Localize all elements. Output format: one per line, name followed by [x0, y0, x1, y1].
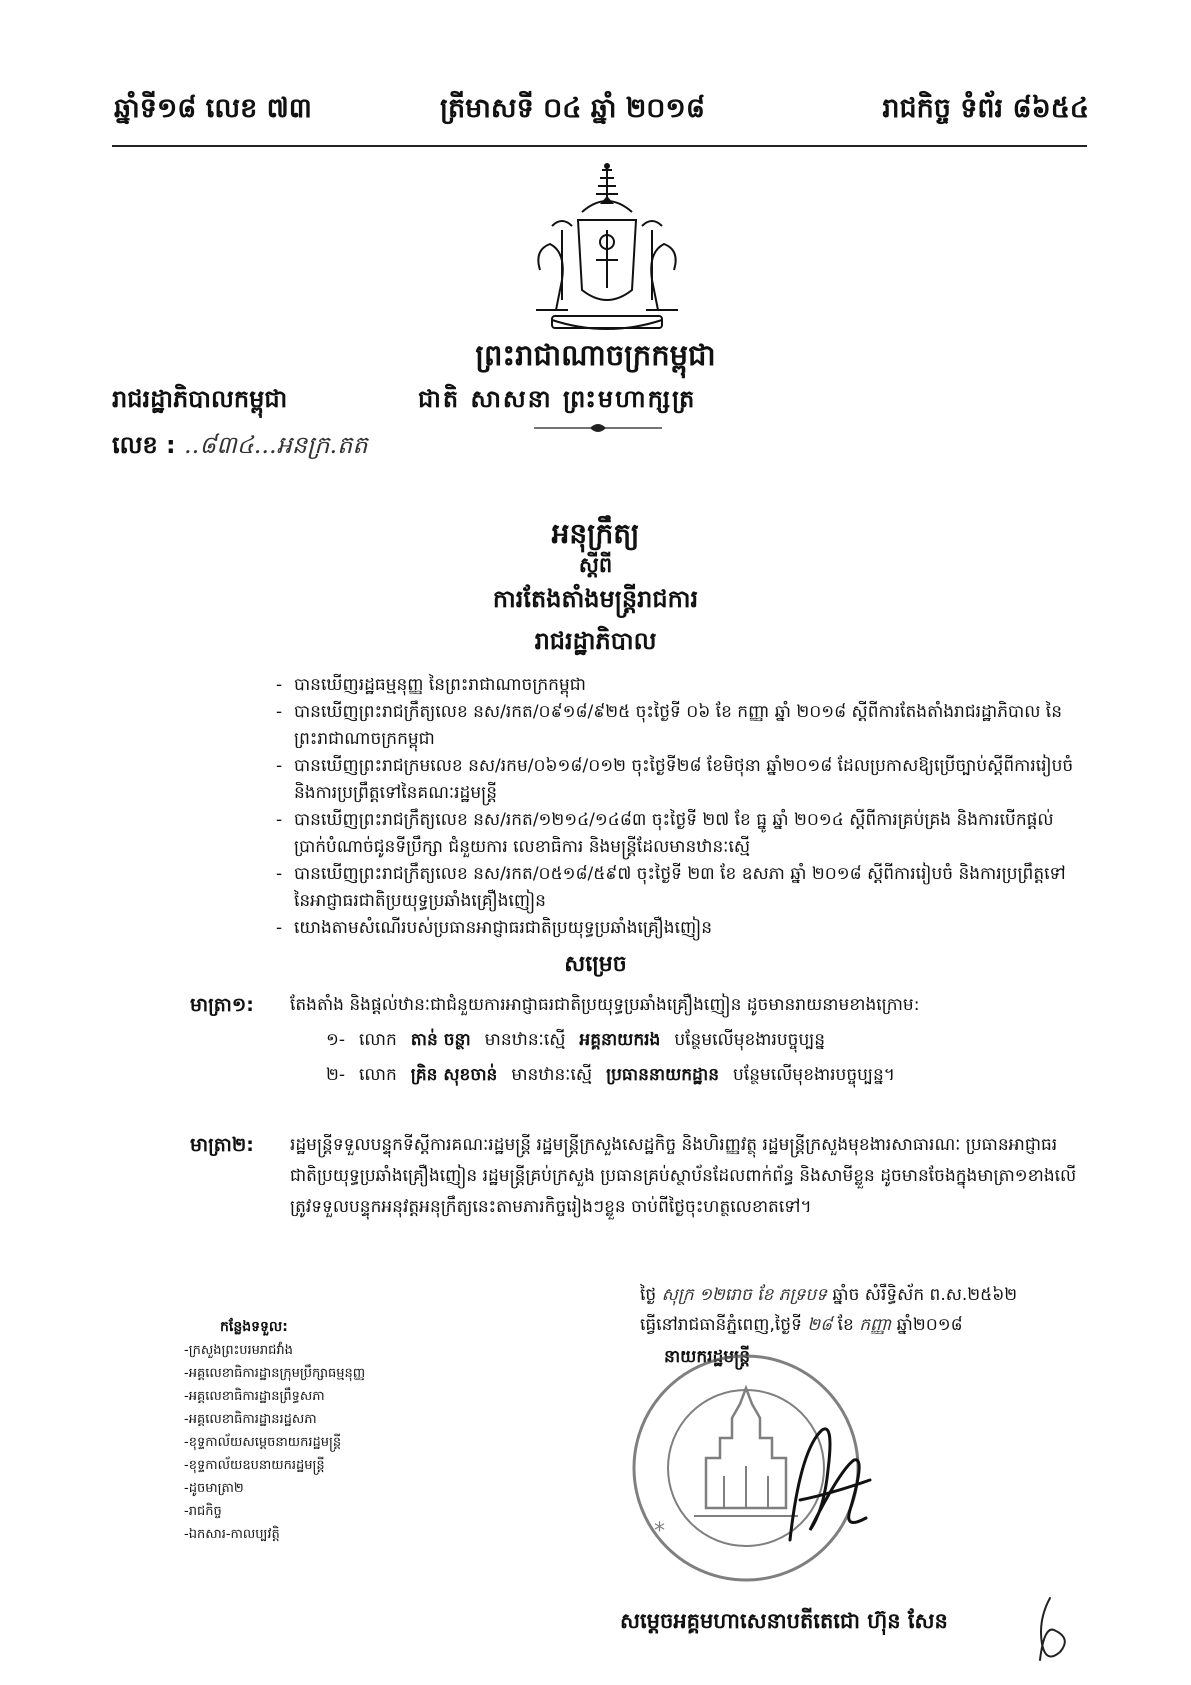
recital-item: - យោងតាមសំណើរបស់ប្រធានអាជ្ញាធរជាតិប្រយុទ្ធប្រឆាំងគ្រឿងញៀន: [276, 915, 1076, 942]
recipient-item: -អគ្គលេខាធិការដ្ឋានរដ្ឋសភា: [184, 1412, 317, 1427]
document-about: ស្តីពី: [578, 553, 613, 577]
year-label: ឆ្នាំ២០១៨: [896, 1315, 963, 1335]
appointee-number: ២-: [326, 1065, 346, 1085]
recipients-list: [184, 1316, 365, 1546]
month-handwritten: កញ្ញា: [859, 1315, 892, 1335]
document-subject: ការតែងតាំងមន្ត្រីរាជការ: [492, 585, 699, 613]
article-1-text: តែងតាំង និងផ្តល់ឋានៈជាជំនួយការអាជ្ញាធរជាតិប្រយុទ្ធប្រឆាំងគ្រឿងញៀន ដូចមានរាយនាមខាងក្រោម:: [290, 995, 920, 1015]
signatory-name: សម្តេចអគ្គមហាសេនាបតីតេជោ ហ៊ុន សែន: [620, 1609, 948, 1633]
reference-label: លេខ :: [112, 431, 176, 459]
appointee-rank: ប្រធាននាយកដ្ឋាន: [606, 1065, 720, 1085]
gazette-page: រាជកិច្ច ទំព័រ ៨៦៥៤: [882, 93, 1089, 124]
solar-date-line: [640, 1310, 1017, 1340]
article-2: [190, 1130, 1090, 1270]
month-prefix: ខែ: [837, 1315, 854, 1335]
recipient-item: -ខុទ្ទកាល័យឧបនាយករដ្ឋមន្ត្រី: [184, 1458, 325, 1473]
appointee-rank: អគ្គនាយករង: [579, 1030, 661, 1050]
appointee-title: លោក: [359, 1065, 397, 1085]
recipient-item: -ឯកសារ-កាលប្បវត្តិ: [184, 1527, 280, 1542]
appointee-name: តាន់ ចន្ថា: [410, 1030, 471, 1050]
reference-value: ..៨៣៤...អនក្រ.តត: [184, 431, 368, 459]
header-divider: [112, 145, 1087, 147]
recipients-heading: កន្លែងទទួល:: [220, 1319, 288, 1335]
recipient-item: -អគ្គលេខាធិការដ្ឋានក្រុមប្រឹក្សាធម្មនុញ្ញ: [184, 1366, 366, 1381]
appointee-number: ១-: [326, 1030, 346, 1050]
recipient-item: -រាជកិច្ច: [184, 1504, 222, 1519]
recipient-item: -ខុទ្ទកាល័យសម្តេចនាយករដ្ឋមន្ត្រី: [184, 1435, 342, 1450]
recital-item: - បានឃើញព្រះរាជក្រឹត្យលេខ នស/រកត/១២១៤/១៤៨៣ ចុះថ្ងៃទី ២៧ ខែ ធ្នូ ឆ្នាំ ២០១៤ ស្តីពីការគ្រប់គ្រង និងការបើកផ្តល់ប្រាក់បំណាច់ជូនទីប្រឹក្សា ជំនួយការ លេខាធិការ និងមន្ត្រីដែលមានឋានៈស្មើ: [276, 807, 1076, 861]
gazette-quarter: ត្រីមាសទី ០៤ ឆ្នាំ ២០១៨: [440, 93, 705, 124]
issuing-authority: រាជរដ្ឋាភិបាលកម្ពុជា: [112, 385, 288, 413]
place-prefix: ធ្វើនៅរាជធានីភ្នំពេញ,ថ្ងៃទី: [640, 1315, 802, 1335]
appointee-row: [290, 1060, 1084, 1091]
appointee-suffix: បន្ថែមលើមុខងារបច្ចុប្បន្ន។: [733, 1065, 895, 1085]
appointee-suffix: បន្ថែមលើមុខងារបច្ចុប្បន្ន: [674, 1030, 826, 1050]
document-issuer-heading: រាជរដ្ឋាភិបាល: [534, 627, 657, 655]
appointee-title: លោក: [359, 1030, 397, 1050]
date-block: [640, 1280, 1017, 1340]
prime-minister-title: នាយករដ្ឋមន្ត្រី: [664, 1347, 750, 1367]
appointee-rank-prefix: មានឋានៈស្មើ: [484, 1030, 566, 1050]
appointee-name: គ្រិន សុខចាន់: [410, 1065, 498, 1085]
lunar-date-prefix: ថ្ងៃ: [640, 1285, 657, 1305]
article-1-label: មាត្រា១:: [190, 994, 254, 1016]
recital-item: - បានឃើញរដ្ឋធម្មនុញ្ញ នៃព្រះរាជាណាចក្រកម្ពុជា: [276, 672, 1076, 699]
recipient-item: -ដូចមាត្រា២: [184, 1481, 244, 1496]
reference-number: [112, 430, 368, 465]
national-motto: ជាតិ សាសនា ព្រះមហាក្សត្រ: [418, 385, 697, 413]
recipient-item: -អគ្គលេខាធិការដ្ឋានព្រឹទ្ធសភា: [184, 1389, 325, 1404]
lunar-date-handwritten: សុក្រ ១២រោច ខែ ភទ្របទ: [661, 1285, 827, 1305]
decision-heading: សម្រេច: [564, 952, 627, 977]
recital-item: - បានឃើញព្រះរាជក្រឹត្យលេខ នស/រកត/០៥១៨/៥៩៧ ចុះថ្ងៃទី ២៣ ខែ ឧសភា ឆ្នាំ ២០១៨ ស្តីពីការរៀបចំ និងការប្រព្រឹត្តទៅ នៃអាជ្ញាធរជាតិប្រយុទ្ធប្រឆាំងគ្រឿងញៀន: [276, 861, 1076, 915]
article-2-text: រដ្ឋមន្ត្រីទទួលបន្ទុកទីស្តីការគណៈរដ្ឋមន្ត្រី រដ្ឋមន្ត្រីក្រសួងសេដ្ឋកិច្ច និងហិរញ្ញវត្ថុ រដ្ឋមន្ត្រីក្រសួងមុខងារសាធារណៈ ប្រធានអាជ្ញាធរជាតិប្រយុទ្ធប្រឆាំងគ្រឿងញៀន រដ្ឋមន្ត្រីគ្រប់ក្រសួង ប្រធានគ្រប់ស្ថាប័នដែលពាក់ព័ន្ធ និងសាមីខ្លួន ដូចមានចែងក្នុងមាត្រា១ខាងលើ ត្រូវទទួលបន្ទុកអនុវត្តអនុក្រឹត្យនេះតាមភារកិច្ចរៀងៗខ្លួន ចាប់ពីថ្ងៃចុះហត្ថលេខាតទៅ។: [290, 1135, 1077, 1217]
article-1: [190, 990, 1090, 1110]
kingdom-title: ព្រះរាជាណាចក្រកម្ពុជា: [475, 338, 716, 372]
svg-text:*: *: [654, 1519, 665, 1544]
lunar-date-line: [640, 1280, 1017, 1310]
recitals-list: [276, 672, 1076, 942]
appointee-row: [290, 1025, 1084, 1056]
signature-icon: [770, 1410, 890, 1560]
ornament-divider-icon: [530, 422, 666, 434]
article-1-body: [290, 990, 1084, 1091]
gazette-year-issue: ឆ្នាំទី១៨ លេខ ៧៣: [114, 93, 312, 124]
article-2-label: មាត្រា២:: [190, 1134, 254, 1156]
royal-coat-of-arms-icon: [522, 160, 692, 338]
recital-item: - បានឃើញព្រះរាជក្រមលេខ នស/រកម/០៦១៨/០១២ ចុះថ្ងៃទី២៨ ខែមិថុនា ឆ្នាំ២០១៨ ដែលប្រកាសឱ្យប្រើច្បាប់ស្តីពីការរៀបចំ និងការប្រព្រឹត្តទៅនៃគណៈរដ្ឋមន្ត្រី: [276, 753, 1076, 807]
recital-item: - បានឃើញព្រះរាជក្រឹត្យលេខ នស/រកត/០៩១៨/៩២៥ ចុះថ្ងៃទី ០៦ ខែ កញ្ញា ឆ្នាំ ២០១៨ ស្តីពីការតែងតាំងរាជរដ្ឋាភិបាល នៃព្រះរាជាណាចក្រកម្ពុជា: [276, 699, 1076, 753]
initial-mark-icon: [1010, 1590, 1090, 1670]
lunar-date-suffix: ឆ្នាំច សំរឹទ្ធិស័ក ព.ស.២៥៦២: [832, 1285, 1018, 1305]
day-handwritten: ២៨: [807, 1315, 833, 1335]
document-type-title: អនុក្រឹត្យ: [551, 517, 640, 550]
appointee-rank-prefix: មានឋានៈស្មើ: [511, 1065, 593, 1085]
recipient-item: -ក្រសួងព្រះបរមរាជវាំង: [184, 1343, 293, 1358]
